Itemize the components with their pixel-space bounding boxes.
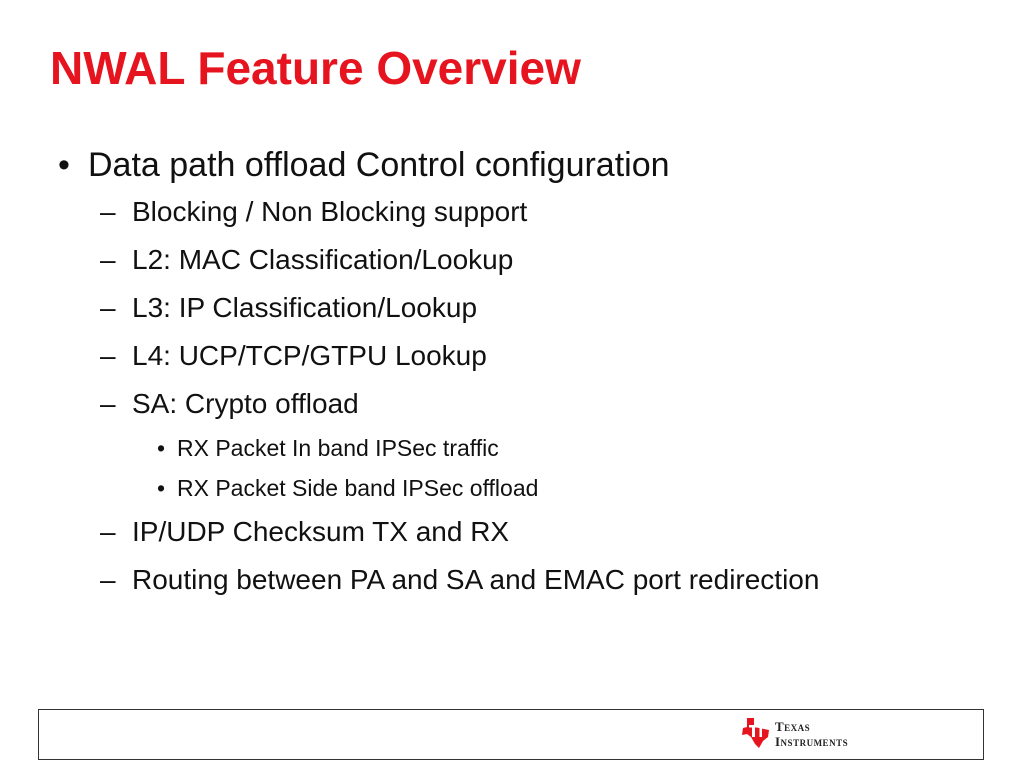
sub-bullet-item xyxy=(100,288,954,328)
logo-line-texas: Texas xyxy=(775,719,811,734)
sub-sub-bullet-item xyxy=(157,472,954,504)
bullet-text: L3: IP Classification/Lookup xyxy=(132,292,478,323)
bullet-text: Blocking / Non Blocking support xyxy=(132,196,528,227)
sub-bullet-item xyxy=(100,336,954,376)
texas-instruments-logo xyxy=(741,717,881,753)
dash-marker: – xyxy=(100,196,116,227)
bullet-marker: • xyxy=(157,435,166,461)
sub-bullet-item xyxy=(100,560,954,600)
texas-state-shape xyxy=(742,718,769,748)
dash-marker: – xyxy=(100,388,116,419)
bullet-text: L4: UCP/TCP/GTPU Lookup xyxy=(132,340,487,371)
bullet-marker: • xyxy=(157,475,166,501)
sub-bullet-item xyxy=(100,384,954,424)
bullet-list xyxy=(54,142,954,608)
sub-bullet-item xyxy=(100,192,954,232)
bullet-text: Data path offload Control configuration xyxy=(88,146,670,184)
sub-sub-bullet-item xyxy=(157,432,954,464)
sub-bullet-item xyxy=(100,240,954,280)
sub-bullet-item xyxy=(100,512,954,552)
logo-wordmark xyxy=(775,719,848,749)
dash-marker: – xyxy=(100,564,116,595)
bullet-text: SA: Crypto offload xyxy=(132,388,359,419)
bullet-text: RX Packet In band IPSec traffic xyxy=(177,435,499,461)
dash-marker: – xyxy=(100,516,116,547)
bullet-text: L2: MAC Classification/Lookup xyxy=(132,244,514,275)
dash-marker: – xyxy=(100,292,116,323)
texas-state-icon xyxy=(741,717,771,749)
bullet-text: IP/UDP Checksum TX and RX xyxy=(132,516,510,547)
logo-line-instruments: Instruments xyxy=(775,734,849,749)
dash-marker: – xyxy=(100,340,116,371)
bullet-item xyxy=(54,142,954,188)
dash-marker: – xyxy=(100,244,116,275)
bullet-text: Routing between PA and SA and EMAC port redirection xyxy=(132,564,820,595)
slide-title: NWAL Feature Overview xyxy=(50,42,581,94)
bullet-text: RX Packet Side band IPSec offload xyxy=(177,475,539,501)
bullet-marker: • xyxy=(58,146,70,184)
